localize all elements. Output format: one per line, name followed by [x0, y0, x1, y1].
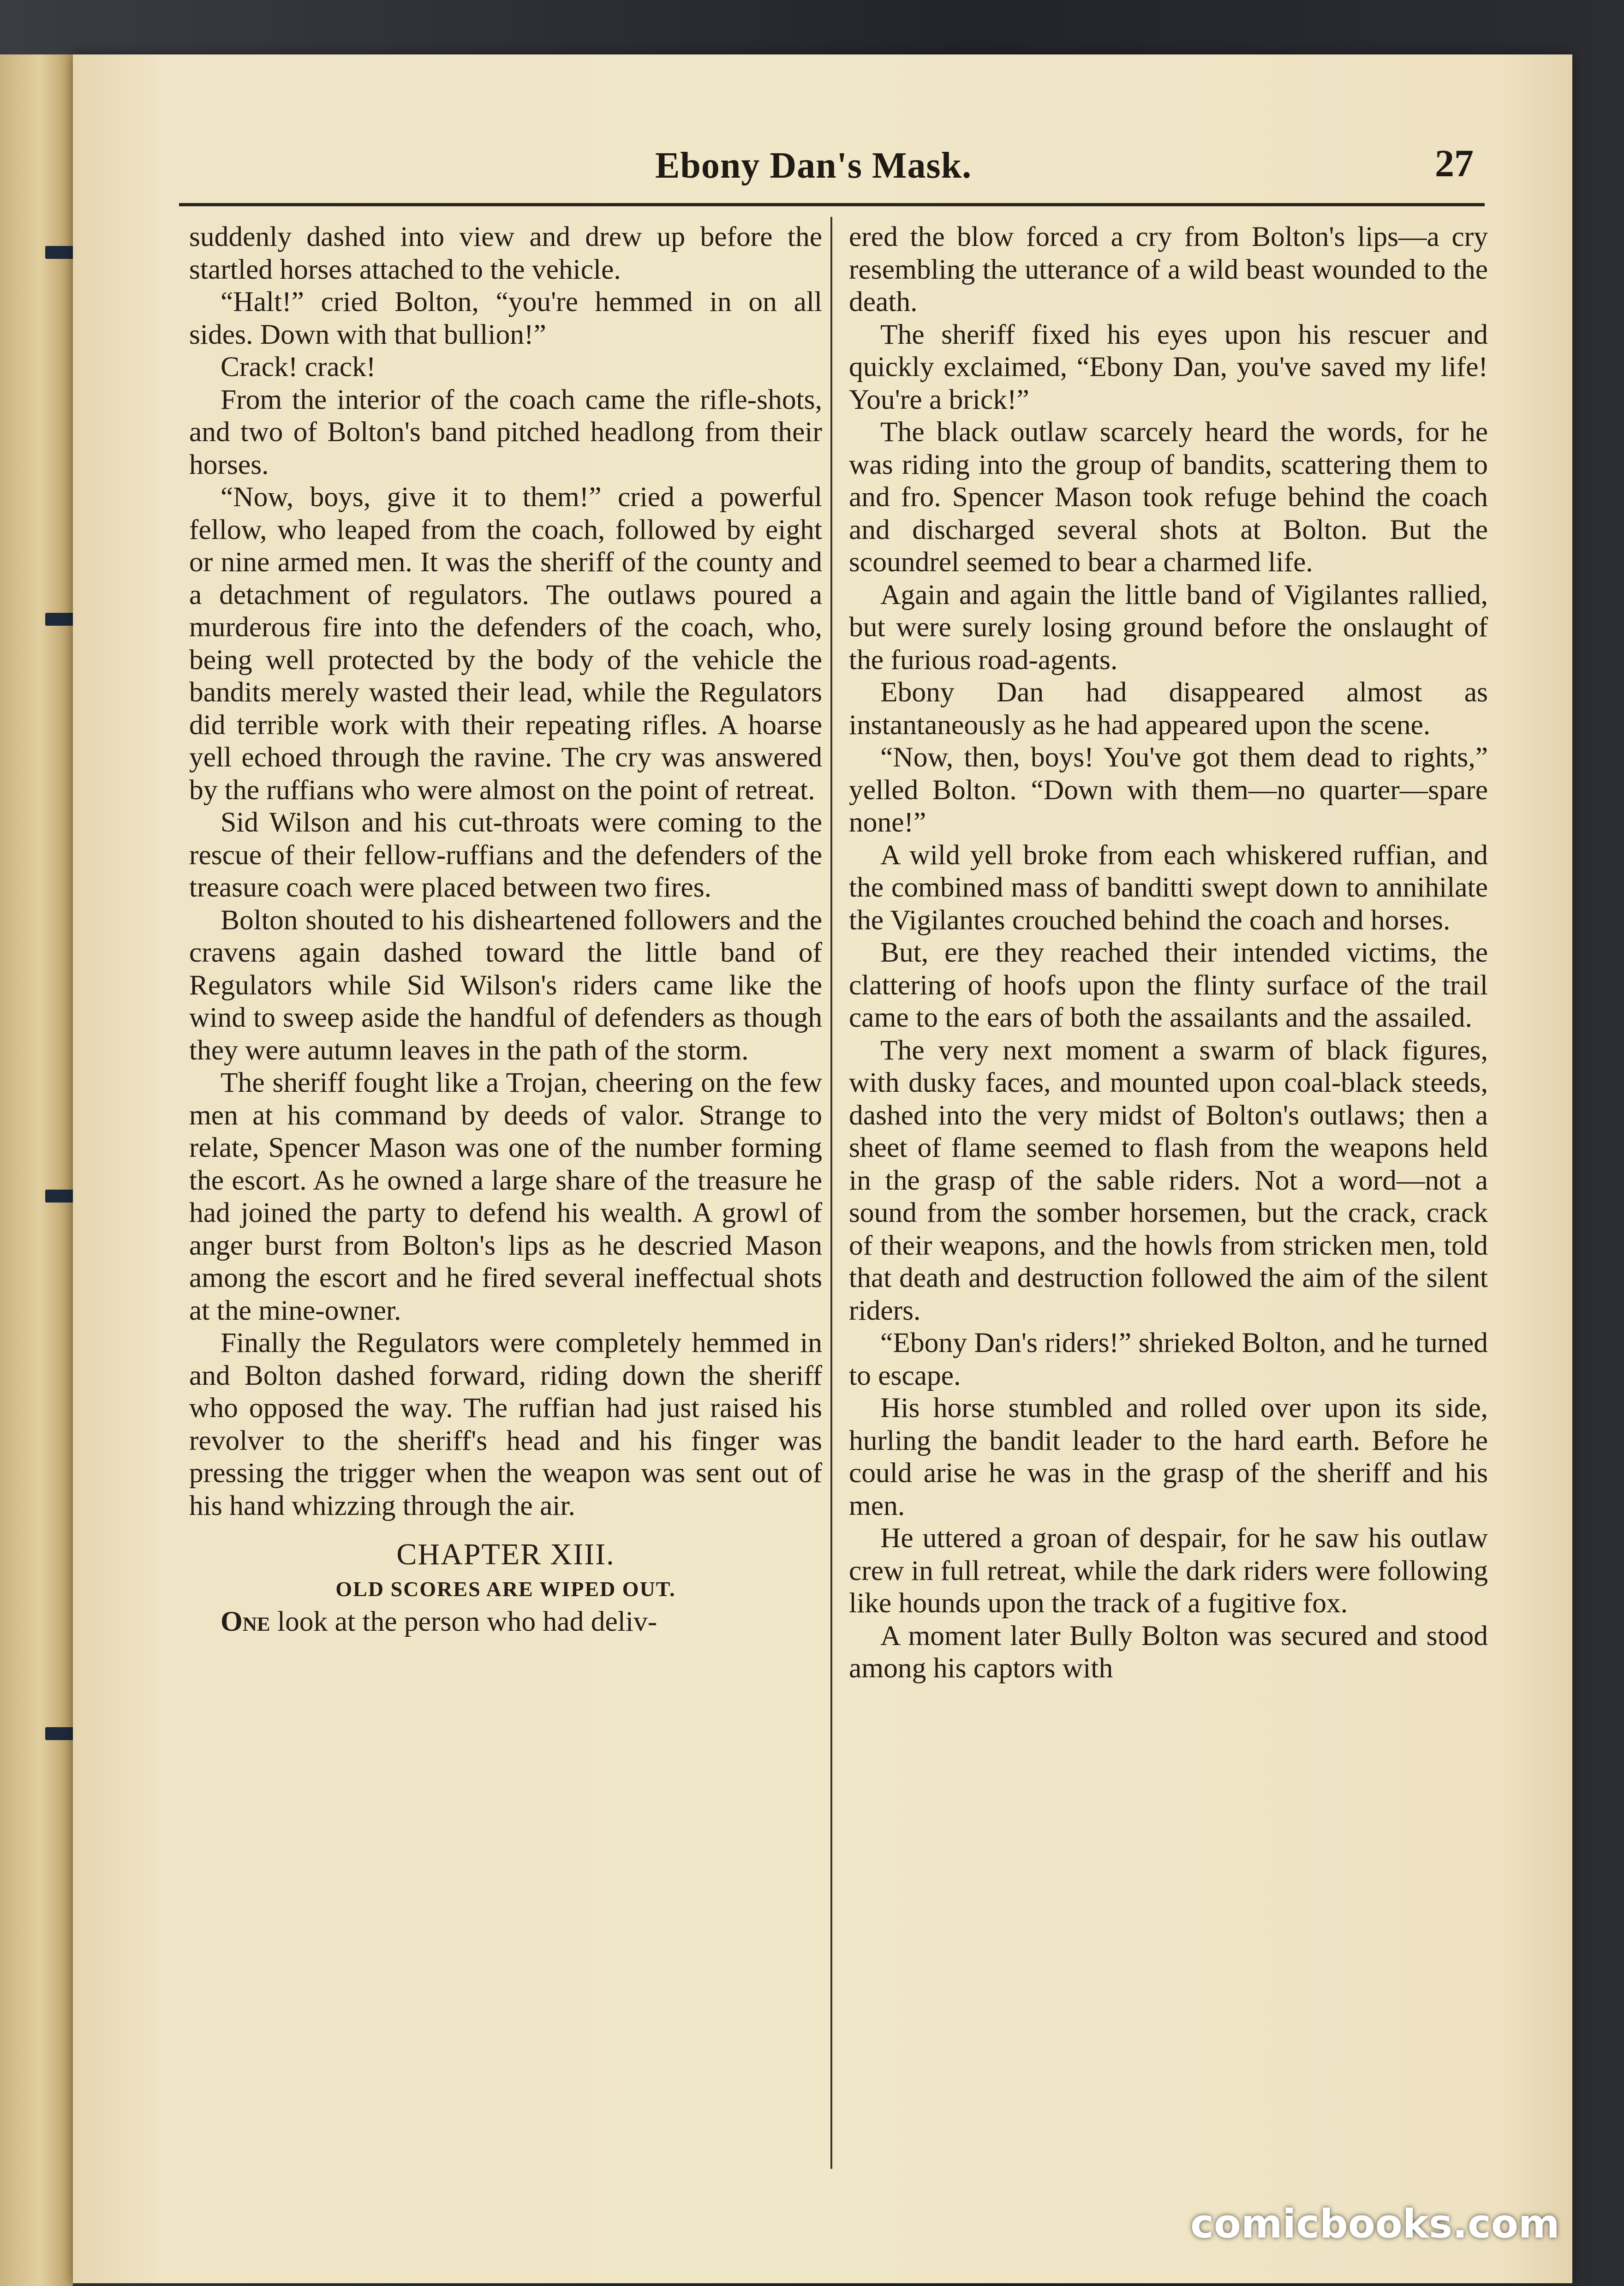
right-text-column [849, 221, 1488, 2186]
drop-word: One [221, 1606, 270, 1637]
chapter-subtitle: OLD SCORES ARE WIPED OUT. [335, 1577, 676, 1601]
left-text-column [189, 221, 822, 2186]
paragraph: “Ebony Dan's riders!” shrieked Bolton, and he turned to escape. [849, 1327, 1488, 1391]
site-watermark: comicbooks.com [1190, 2201, 1560, 2247]
header-rule [179, 203, 1485, 206]
paragraph: Ebony Dan had disappeared almost as instantaneously as he had appeared upon the scene. [849, 676, 1488, 741]
paragraph: He uttered a groan of despair, for he saw his outlaw crew in full retreat, while the dark riders were following like hounds upon the track of a fugitive fox. [849, 1522, 1488, 1619]
paragraph: The black outlaw scarcely heard the words, for he was riding into the group of bandits, scattering them to and fro. Spencer Mason took refuge behind the coach and discharged several shots at Bolton. But the scoundrel seemed to bear a charmed life. [849, 416, 1488, 578]
paragraph: The very next moment a swarm of black figures, with dusky faces, and mounted upon coal-black steeds, dashed into the very midst of Bolton's outlaws; then a sheet of flame seemed to flash from the weapons held in the grasp of the sable riders. Not a word—not a sound from the somber horsemen, but the crack, crack of their weapons, and the howls from stricken men, told that death and destruction followed the aim of the silent riders. [849, 1034, 1488, 1326]
paragraph: “Halt!” cried Bolton, “you're hemmed in on all sides. Down with that bullion!” [189, 286, 822, 350]
paragraph: A moment later Bully Bolton was secured and stood among his captors with [849, 1620, 1488, 1684]
paragraph: Bolton shouted to his disheartened followers and the cravens again dashed toward the little band of Regulators while Sid Wilson's riders came like the wind to sweep aside the handful of defenders as though they were autumn leaves in the path of the storm. [189, 904, 822, 1066]
paragraph: Again and again the little band of Vigilantes rallied, but were surely losing ground before the onslaught of the furious road-agents. [849, 579, 1488, 676]
paragraph: Sid Wilson and his cut-throats were coming to the rescue of their fellow-ruffians and the defenders of the treasure coach were placed between two fires. [189, 807, 822, 903]
chapter-heading: CHAPTER XIII. [396, 1538, 615, 1571]
paragraph: From the interior of the coach came the rifle-shots, and two of Bolton's band pitched headlong from their horses. [189, 383, 822, 480]
binding-spine [0, 54, 73, 2286]
paragraph: A wild yell broke from each whiskered ruffian, and the combined mass of banditti swept down to annihilate the Vigilantes crouched behind the coach and horses. [849, 839, 1488, 936]
column-divider [830, 217, 832, 2169]
page-number: 27 [1435, 142, 1474, 185]
paragraph: ered the blow forced a cry from Bolton's lips—a cry resembling the utterance of a wild beast wounded to the death. [849, 221, 1488, 317]
opening-text: look at the person who had deliv- [270, 1606, 657, 1637]
paragraph: “Now, boys, give it to them!” cried a powerful fellow, who leaped from the coach, followed by eight or nine armed men. It was the sheriff of the county and a detachment of regulators. The outlaws poured a murderous fire into the defenders of the coach, who, being well protected by the body of the vehicle the bandits merely wasted their lead, while the Regulators did terrible work with their repeating rifles. A hoarse yell echoed through the ravine. The cry was answered by the ruffians who were almost on the point of retreat. [189, 481, 822, 806]
paragraph: “Now, then, boys! You've got them dead to rights,” yelled Bolton. “Down with them—no quarter—spare none!” [849, 742, 1488, 838]
paragraph: His horse stumbled and rolled over upon its side, hurling the bandit leader to the hard earth. Before he could arise he was in the grasp of the sheriff and his men. [849, 1392, 1488, 1521]
paragraph: But, ere they reached their intended victims, the clattering of hoofs upon the flinty surface of the trail came to the ears of both the assailants and the assailed. [849, 937, 1488, 1033]
chapter-opening-paragraph [189, 1605, 822, 1638]
running-title: Ebony Dan's Mask. [655, 145, 972, 186]
paragraph: Crack! crack! [221, 351, 376, 383]
paragraph: The sheriff fixed his eyes upon his rescuer and quickly exclaimed, “Ebony Dan, you've saved my life! You're a brick!” [849, 318, 1488, 415]
paragraph: suddenly dashed into view and drew up before the startled horses attached to the vehicle. [189, 221, 822, 285]
paragraph: Finally the Regulators were completely hemmed in and Bolton dashed forward, riding down the sheriff who opposed the way. The ruffian had just raised his revolver to the sheriff's head and his finger was pressing the trigger when the weapon was sent out of his hand whizzing through the air. [189, 1327, 822, 1521]
paragraph: The sheriff fought like a Trojan, cheering on the few men at his command by deeds of valor. Strange to relate, Spencer Mason was one of the number forming the escort. As he owned a large share of the treasure he had joined the party to defend his wealth. A growl of anger burst from Bolton's lips as he descried Mason among the escort and he fired several ineffectual shots at the mine-owner. [189, 1067, 822, 1326]
